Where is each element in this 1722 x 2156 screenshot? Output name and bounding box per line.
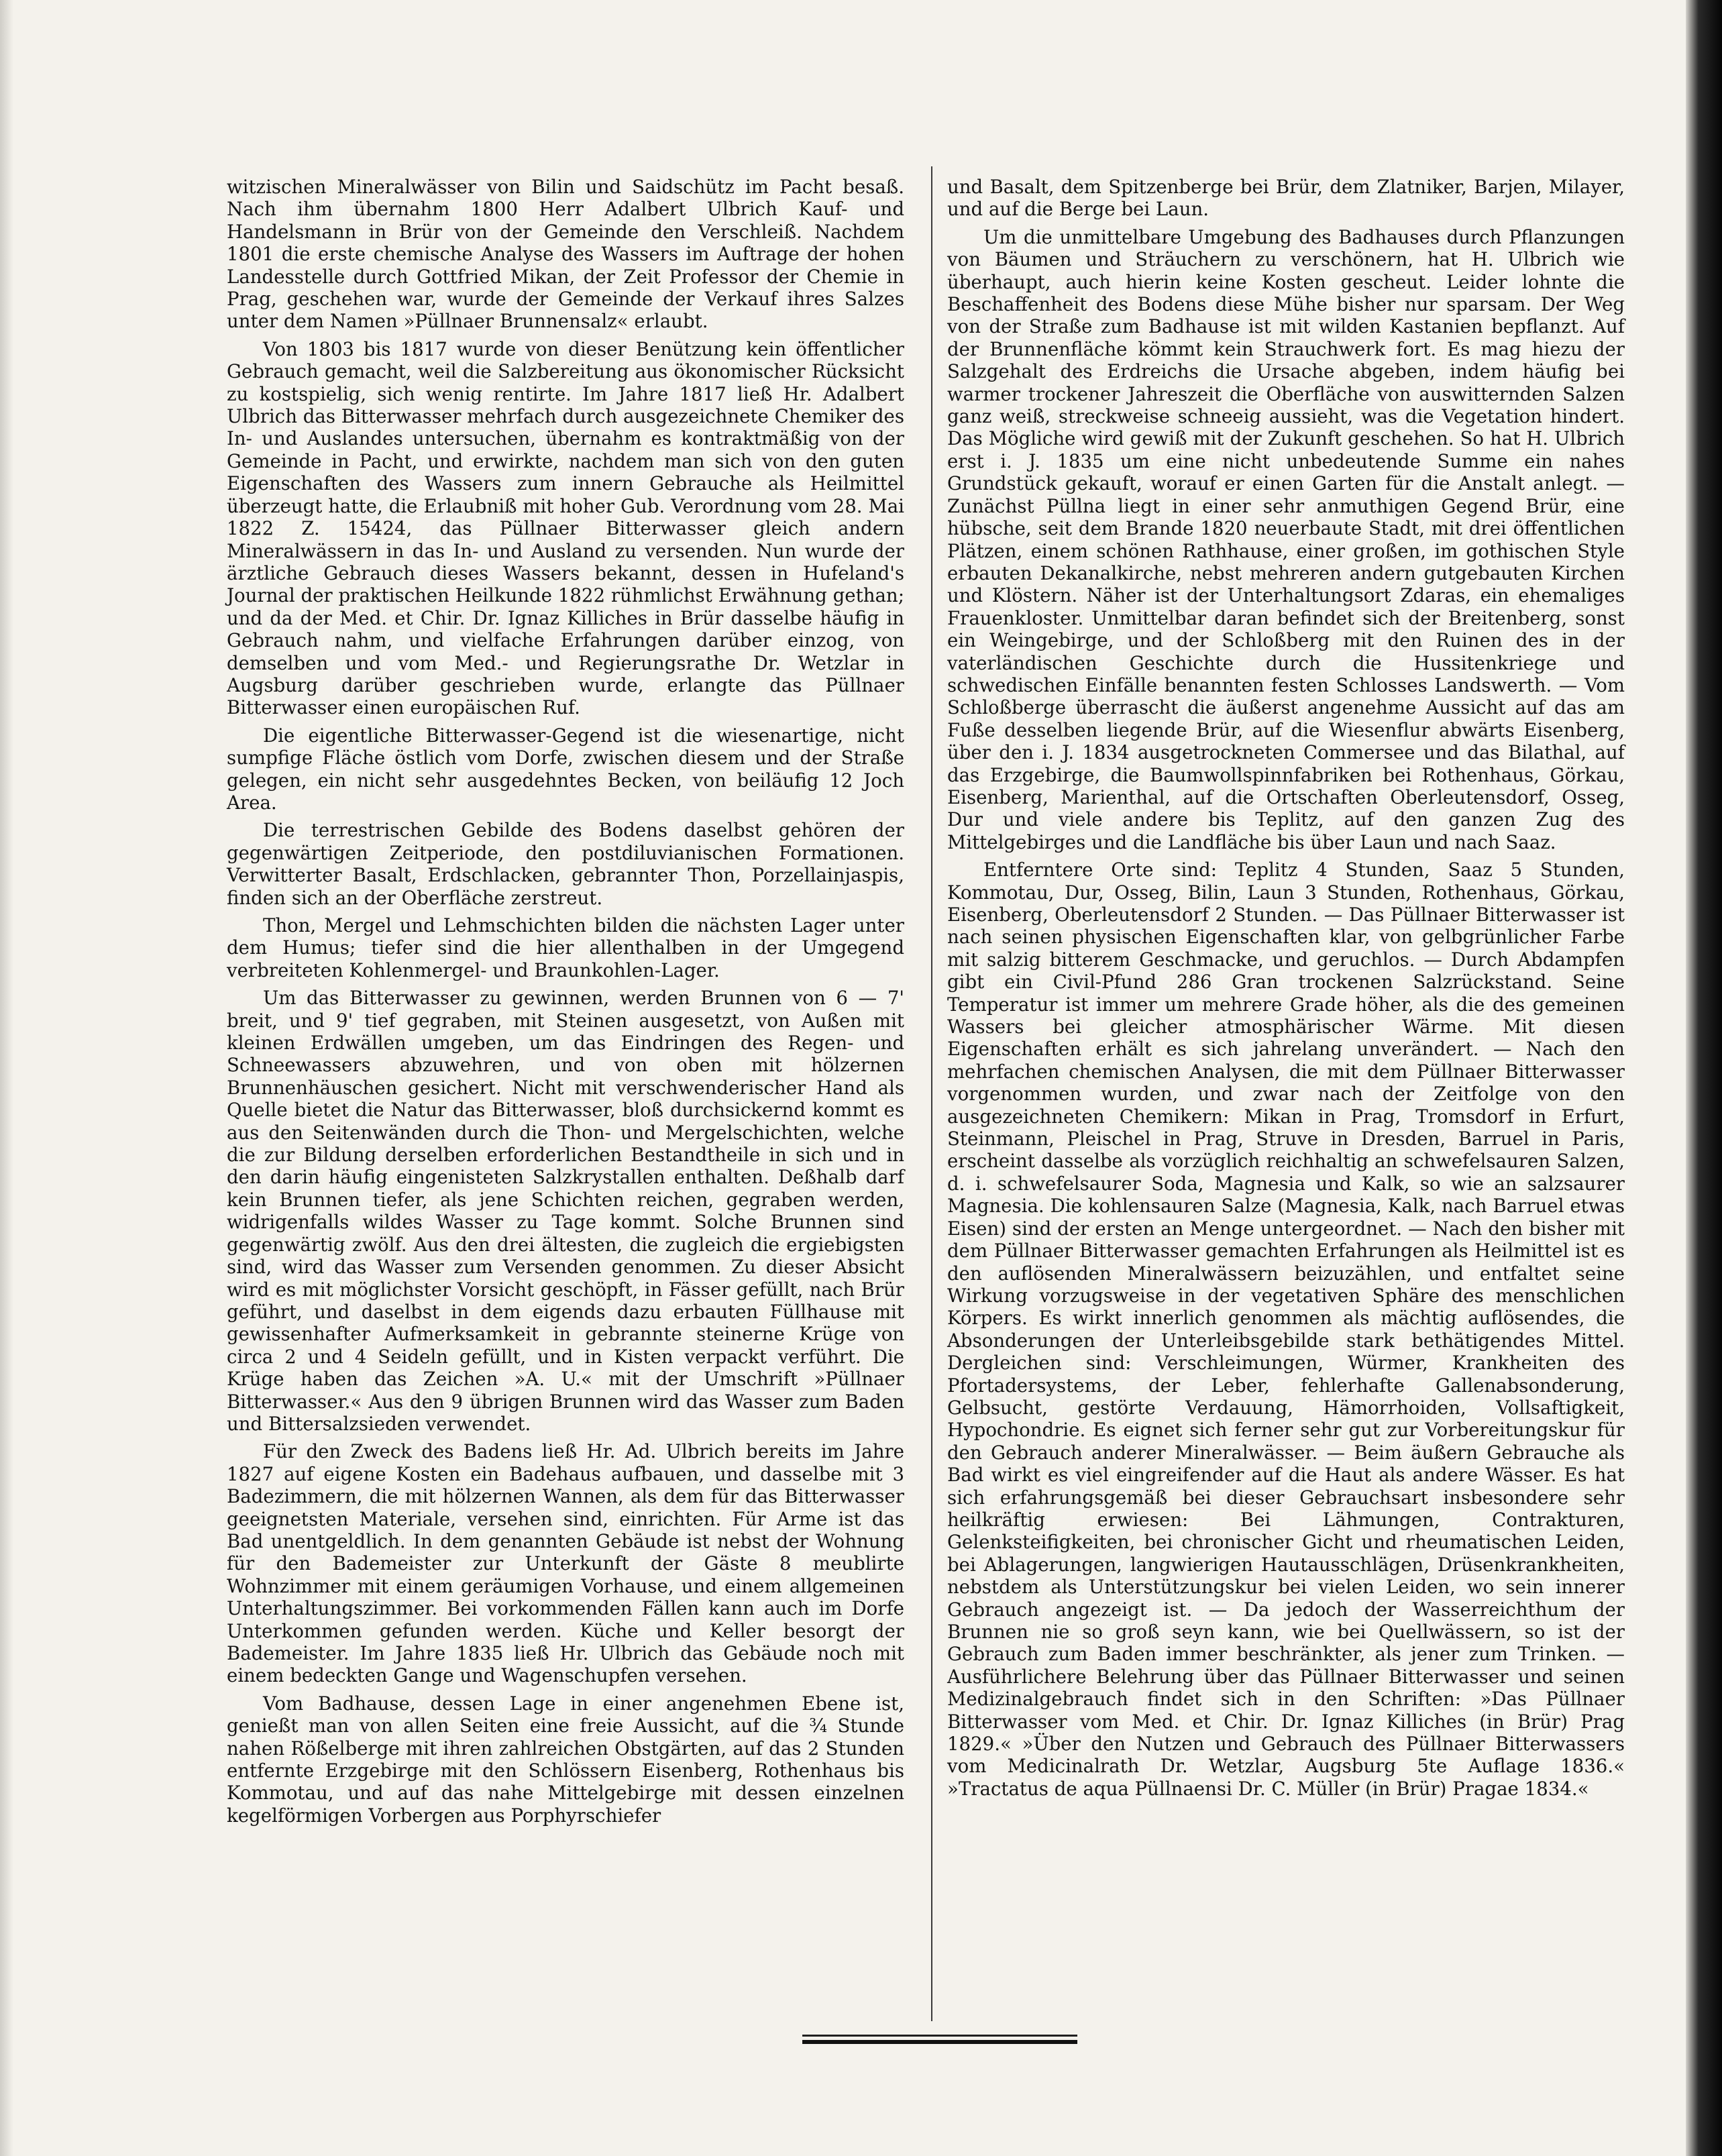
paragraph: Vom Badhause, dessen Lage in einer angenehmen Ebene ist, genießt man von allen Seiten eine freie Aussicht, auf die ¾ Stunde nahen Rößelberge mit ihren zahlreichen Obstgärten, auf das 2 Stunden entfernte Erzgebirge mit den Schlössern Eisenberg, Rothenhaus bis Kommotau, und auf das nahe Mittelgebirge mit dessen einzelnen kegelförmigen Vorbergen aus Porphyrschiefer [227,1692,904,1827]
scan-edge-right [1686,0,1722,2156]
paragraph: Um die unmittelbare Umgebung des Badhauses durch Pflanzungen von Bäumen und Sträuchern zu verschönern, hat H. Ulbrich wie überhaupt, auch hierin keine Kosten gescheut. Leider lohnte die Beschaffenheit des Bodens diese Mühe bisher nur sparsam. Der Weg von der Straße zum Badhause ist mit wilden Kastanien bepflanzt. Auf der Brunnenfläche kömmt kein Strauchwerk fort. Es mag hiezu der Salzgehalt des Erdreichs die Ursache abgeben, indem häufig bei warmer trockener Jahreszeit die Oberfläche von auswitternden Salzen ganz weiß, streckweise schneeig aussieht, was die Vegetation hindert. Das Mögliche wird gewiß mit der Zukunft geschehen. So hat H. Ulbrich erst i. J. 1835 um eine nicht unbedeutende Summe ein nahes Grundstück gekauft, worauf er einen Garten für die Anstalt anlegt. — Zunächst Püllna liegt in einer sehr anmuthigen Gegend Brür, eine hübsche, seit dem Brande 1820 neuerbaute Stadt, mit drei öffentlichen Plätzen, einem schönen Rathhause, einer großen, im gothischen Style erbauten Dekanalkirche, nebst mehreren andern gutgebauten Kirchen und Klöstern. Näher ist der Unterhaltungsort Zdaras, ein ehemaliges Frauenkloster. Unmittelbar daran befindet sich der Breitenberg, sonst ein Weingebirge, und der Schloßberg mit den Ruinen des in der vaterländischen Geschichte durch die Hussitenkriege und schwedischen Einfälle benannten festen Schlosses Landswerth. — Vom Schloßberge überrascht die äußerst angenehme Aussicht auf das am Fuße desselben liegende Brür, auf die Wiesenflur abwärts Eisenberg, über den i. J. 1834 ausgetrockneten Commersee und das Bilathal, auf das Erzgebirge, die Baumwollspinnfabriken bei Rothenhaus, Görkau, Eisenberg, Marienthal, auf die Ortschaften Oberleutensdorf, Osseg, Dur und viele andere bis Teplitz, auf den ganzen Zug des Mittelgebirges und die Landfläche bis über Laun und nach Saaz. [947,225,1625,853]
paragraph: Für den Zweck des Badens ließ Hr. Ad. Ulbrich bereits im Jahre 1827 auf eigene Kosten ein Badehaus aufbauen, und dasselbe mit 3 Badezimmern, die mit hölzernen Wannen, als dem für das Bitterwasser geeignetsten Materiale, versehen sind, einrichten. Für Arme ist das Bad unentgeldlich. In dem genannten Gebäude ist nebst der Wohnung für den Bademeister zur Unterkunft der Gäste 8 meublirte Wohnzimmer mit einem geräumigen Vorhause, und einem allgemeinen Unterhaltungszimmer. Bei vorkommenden Fällen kann auch im Dorfe Unterkommen gefunden werden. Küche und Keller besorgt der Bademeister. Im Jahre 1835 ließ Hr. Ulbrich das Gebäude noch mit einem bedeckten Gange und Wagenschupfen versehen. [227,1440,904,1687]
text-column-left [227,176,904,1832]
end-rule-thick [802,2040,1077,2044]
paragraph: witzischen Mineralwässer von Bilin und Saidschütz im Pacht besaß. Nach ihm übernahm 1800 Herr Adalbert Ulbrich Kauf- und Handelsmann in Brür von der Gemeinde den Verschleiß. Nachdem 1801 die erste chemische Analyse des Wassers im Auftrage der hohen Landesstelle durch Gottfried Mikan, der Zeit Professor der Chemie in Prag, geschehen war, wurde der Gemeinde der Verkauf ihres Salzes unter dem Namen »Püllnaer Brunnensalz« erlaubt. [227,176,904,333]
paragraph: Die terrestrischen Gebilde des Bodens daselbst gehören der gegenwärtigen Zeitperiode, den postdiluvianischen Formationen. Verwitterter Basalt, Erdschlacken, gebrannter Thon, Porzellainjaspis, finden sich an der Oberfläche zerstreut. [227,819,904,909]
paragraph: Um das Bitterwasser zu gewinnen, werden Brunnen von 6 — 7' breit, und 9' tief gegraben, mit Steinen ausgesetzt, von Außen mit kleinen Erdwällen umgeben, um das Eindringen des Regen- und Schneewassers abzuwehren, und von oben mit hölzernen Brunnenhäuschen gesichert. Nicht mit verschwenderischer Hand als Quelle bietet die Natur das Bitterwasser, bloß durchsickernd kommt es aus den Seitenwänden durch die Thon- und Mergelschichten, welche die zur Bildung derselben erforderlichen Bestandtheile in sich und in den darin häufig eingenisteten Salzkrystallen enthalten. Deßhalb darf kein Brunnen tiefer, als jene Schichten reichen, gegraben werden, widrigenfalls wildes Wasser zu Tage kommt. Solche Brunnen sind gegenwärtig zwölf. Aus den drei ältesten, die zugleich die ergiebigsten sind, wird das Wasser zum Versenden genommen. Zu dieser Absicht wird es mit möglichster Vorsicht geschöpft, in Fässer gefüllt, nach Brür geführt, und daselbst in dem eigends dazu erbauten Füllhause mit gewissenhafter Aufmerksamkeit in gebrannte steinerne Krüge von circa 2 und 4 Seideln gefüllt, und in Kisten verpackt verführt. Die Krüge haben das Zeichen »A. U.« mit der Umschrift »Püllnaer Bitterwasser.« Aus den 9 übrigen Brunnen wird das Wasser zum Baden und Bittersalzsieden verwendet. [227,987,904,1435]
paragraph: Thon, Mergel und Lehmschichten bilden die nächsten Lager unter dem Humus; tiefer sind die hier allenthalben in der Umgegend verbreiteten Kohlenmergel- und Braunkohlen-Lager. [227,914,904,981]
paragraph: Von 1803 bis 1817 wurde von dieser Benützung kein öffentlicher Gebrauch gemacht, weil die Salzbereitung aus ökonomischer Rücksicht zu kostspielig, sich wenig rentirte. Im Jahre 1817 ließ Hr. Adalbert Ulbrich das Bitterwasser mehrfach durch ausgezeichnete Chemiker des In- und Auslandes untersuchen, übernahm es kontraktmäßig von der Gemeinde in Pacht, und erwirkte, nachdem man sich von den guten Eigenschaften des Wassers zum innern Gebrauche als Heilmittel überzeugt hatte, die Erlaubniß mit hoher Gub. Verordnung vom 28. Mai 1822 Z. 15424, das Püllnaer Bitterwasser gleich andern Mineralwässern in das In- und Ausland zu versenden. Nun wurde der ärztliche Gebrauch dieses Wassers bekannt, dessen in Hufeland's Journal der praktischen Heilkunde 1822 rühmlichst Erwähnung gethan; und da der Med. et Chir. Dr. Ignaz Killiches in Brür dasselbe häufig in Gebrauch nahm, und vielfache Erfahrungen darüber einzog, von demselben und vom Med.- und Regierungsrathe Dr. Wetzlar in Augsburg darüber geschrieben wurde, erlangte das Püllnaer Bitterwasser einen europäischen Ruf. [227,337,904,719]
paragraph: Die eigentliche Bitterwasser-Gegend ist die wiesenartige, nicht sumpfige Fläche östlich vom Dorfe, zwischen diesem und der Straße gelegen, ein nicht sehr ausgedehntes Becken, von beiläufig 12 Joch Area. [227,724,904,814]
column-divider [931,166,932,2021]
text-column-right [947,176,1625,1805]
paragraph: und Basalt, dem Spitzenberge bei Brür, dem Zlatniker, Barjen, Milayer, und auf die Berge bei Laun. [947,176,1625,221]
scan-edge-left [0,0,13,2156]
end-rule-thin [802,2035,1077,2037]
paragraph: Entferntere Orte sind: Teplitz 4 Stunden, Saaz 5 Stunden, Kommotau, Dur, Osseg, Bilin, Laun 3 Stunden, Rothenhaus, Görkau, Eisenberg, Oberleutensdorf 2 Stunden. — Das Püllnaer Bitterwasser ist nach seinen physischen Eigenschaften klar, von gelbgrünlicher Farbe mit salzig bitterem Geschmacke, und geruchlos. — Durch Abdampfen gibt ein Civil-Pfund 286 Gran trockenen Salzrückstand. Seine Temperatur ist immer um mehrere Grade höher, als die des gemeinen Wassers bei gleicher atmosphärischer Wärme. Mit diesen Eigenschaften erhält es sich jahrelang unverändert. — Nach den mehrfachen chemischen Analysen, die mit dem Püllnaer Bitterwasser vorgenommen wurden, und zwar nach der Zeitfolge von den ausgezeichneten Chemikern: Mikan in Prag, Tromsdorf in Erfurt, Steinmann, Pleischel in Prag, Struve in Dresden, Barruel in Paris, erscheint dasselbe als vorzüglich reichhaltig an schwefelsauren Salzen, d. i. schwefelsaurer Soda, Magnesia und Kalk, so wie an salzsaurer Magnesia. Die kohlensauren Salze (Magnesia, Kalk, nach Barruel etwas Eisen) sind der ersten an Menge untergeordnet. — Nach den bisher mit dem Püllnaer Bitterwasser gemachten Erfahrungen als Heilmittel ist es den auflösenden Mineralwässern beizuzählen, und entfaltet seine Wirkung vorzugsweise in der vegetativen Sphäre des menschlichen Körpers. Es wirkt innerlich genommen als mächtig auflösendes, die Absonderungen der Unterleibsgebilde stark bethätigendes Mittel. Dergleichen sind: Verschleimungen, Würmer, Krankheiten des Pfortadersystems, der Leber, fehlerhafte Gallenabsonderung, Gelbsucht, gestörte Verdauung, Hämorrhoiden, Vollsaftigkeit, Hypochondrie. Es eignet sich ferner sehr gut zur Vorbereitungskur für den Gebrauch anderer Mineralwässer. — Beim äußern Gebrauche als Bad wirkt es viel eingreifender auf die Haut als andere Wässer. Es hat sich erfahrungsgemäß bei dieser Gebrauchsart insbesondere sehr heilkräftig erwiesen: Bei Lähmungen, Contrakturen, Gelenksteifigkeiten, bei chronischer Gicht und rheumatischen Leiden, bei Ablagerungen, langwierigen Hautausschlägen, Drüsenkrankheiten, nebstdem als Unterstützungskur bei vielen Leiden, wo sein innerer Gebrauch angezeigt ist. — Da jedoch der Wasserreichthum der Brunnen nie so groß seyn kann, wie bei Quellwässern, so ist der Gebrauch zum Baden immer beschränkter, als jener zum Trinken. — Ausführlichere Belehrung über das Püllnaer Bitterwasser und seinen Medizinalgebrauch findet sich in den Schriften: »Das Püllnaer Bitterwasser vom Med. et Chir. Dr. Ignaz Killiches (in Brür) Prag 1829.« »Über den Nutzen und Gebrauch des Püllnaer Bitterwassers vom Medicinalrath Dr. Wetzlar, Augsburg 5te Auflage 1836.« »Tractatus de aqua Püllnaensi Dr. C. Müller (in Brür) Pragae 1834.« [947,859,1625,1800]
